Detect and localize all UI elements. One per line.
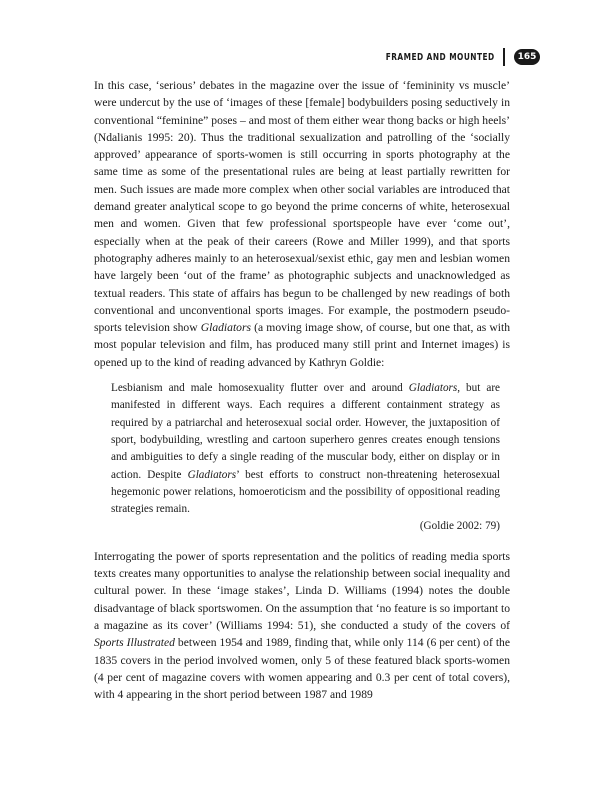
text-run: , but are manifested in different ways. Each requires a different containment strategy as required by a patriarchal and heterosexual social order. However, the juxtaposition of sport, bodybuilding, wrestling and cartoon superhero genres creates enough tensions and ambiguities to defy a single reading of the muscular body, either on display or in action. Despite: [111, 382, 501, 481]
text-run: (a moving image show, of course, but one that, as with most popular television and film, has produced many still print and Internet images) is opened up to the kind of reading advanced by Kathryn Goldie:: [94, 321, 510, 369]
body-paragraph: [94, 77, 510, 371]
body-paragraph: [94, 548, 510, 704]
running-head: [355, 47, 540, 67]
page-number-badge: 165: [514, 49, 540, 65]
italic-title: Gladiators: [408, 382, 458, 395]
text-run: ’ best efforts to construct non-threatening heterosexual hegemonic power relations, homoeroticism and the possibility of oppositional reading strategies remain.: [111, 468, 500, 516]
text-run: Interrogating the power of sports representation and the politics of reading media sports texts creates many opportunities to analyse the relationship between social inequality and cultural power. In these ‘image stakes’, Linda D. Williams (1994) notes the double disadvantage of black sportswomen. On the assumption that ‘no feature is so important to a magazine as its cover’ (Williams 1994: 51), she conducted a study of the covers of: [94, 549, 510, 632]
quote-citation: (Goldie 2002: 79): [419, 520, 500, 533]
italic-title: Sports Illustrated: [94, 636, 175, 650]
block-quote: [111, 380, 500, 536]
text-run: between 1954 and 1989, finding that, while only 114 (6 per cent) of the 1835 covers in the period involved women, only 5 of these featured black sports-women (4 per cent of magazine covers with women appearing and 0.3 per cent of total covers), with 4 appearing in the short period between 1987 and 1989: [94, 636, 510, 702]
page-body: [94, 77, 510, 703]
text-run: In this case, ‘serious’ debates in the magazine over the issue of ‘femininity vs muscle’ were undercut by the use of ‘images of these [female] bodybuilders posing seductively in conventional “feminine” poses – and most of them either wear thong backs or high heels’ (Ndalianis 1995: 20). Thus the traditional sexualization and patrolling of the ‘socially approved’ appearance of sports-women is still occurring in sports photography at the same time as some of the presentational rules are being at least partially rewritten for men. Such issues are made more complex when other social variables are introduced that demand greater analytical scope to go beyond the prime concerns of white, heterosexual men and women. Given that few professional sportspeople have ever ‘come out’, especially when at the peak of their careers (Rowe and Miller 1999), and that sports photography adheres mainly to an heterosexual/sexist ethic, gay men and lesbian women have largely been ‘out of the frame’ as photographic subjects and unacknowledged as textual readers. This state of affairs has begun to be challenged by new readings of both conventional and unconventional sports images. For example, the postmodern pseudo-sports television show: [94, 79, 510, 335]
text-run: Lesbianism and male homosexuality flutter over and around: [111, 382, 409, 395]
quote-text: [111, 380, 500, 518]
header-divider: [503, 48, 505, 66]
running-title: FRAMED AND MOUNTED: [386, 51, 495, 63]
italic-title: Gladiators: [200, 321, 251, 335]
italic-title: Gladiators: [187, 468, 237, 481]
